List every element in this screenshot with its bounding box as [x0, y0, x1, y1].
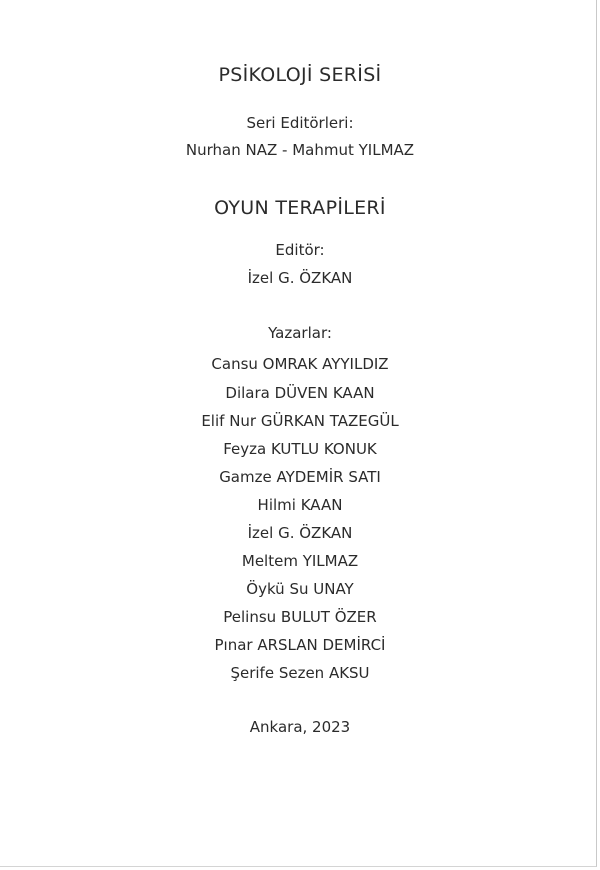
author-name: Dilara DÜVEN KAAN [225, 384, 375, 402]
author-name: Pelinsu BULUT ÖZER [223, 608, 377, 626]
book-editor-label: Editör: [275, 241, 325, 259]
book-editor-name: İzel G. ÖZKAN [247, 269, 353, 287]
author-name: Elif Nur GÜRKAN TAZEGÜL [201, 412, 399, 430]
author-name: Hilmi KAAN [257, 496, 343, 514]
series-editors-names: Nurhan NAZ - Mahmut YILMAZ [185, 141, 415, 159]
author-name: İzel G. ÖZKAN [247, 524, 353, 542]
author-name: Pınar ARSLAN DEMİRCİ [214, 636, 386, 654]
series-editors-label: Seri Editörleri: [246, 114, 354, 132]
author-name: Şerife Sezen AKSU [230, 664, 370, 682]
author-name: Feyza KUTLU KONUK [223, 440, 377, 458]
authors-label: Yazarlar: [268, 324, 332, 342]
place-and-year: Ankara, 2023 [249, 718, 351, 736]
author-name: Öykü Su UNAY [246, 580, 354, 598]
author-name: Gamze AYDEMİR SATI [219, 468, 381, 486]
author-name: Cansu OMRAK AYYILDIZ [211, 355, 389, 373]
author-name: Meltem YILMAZ [241, 552, 359, 570]
book-title: OYUN TERAPİLERİ [214, 197, 386, 219]
series-title: PSİKOLOJİ SERİSİ [218, 64, 382, 86]
